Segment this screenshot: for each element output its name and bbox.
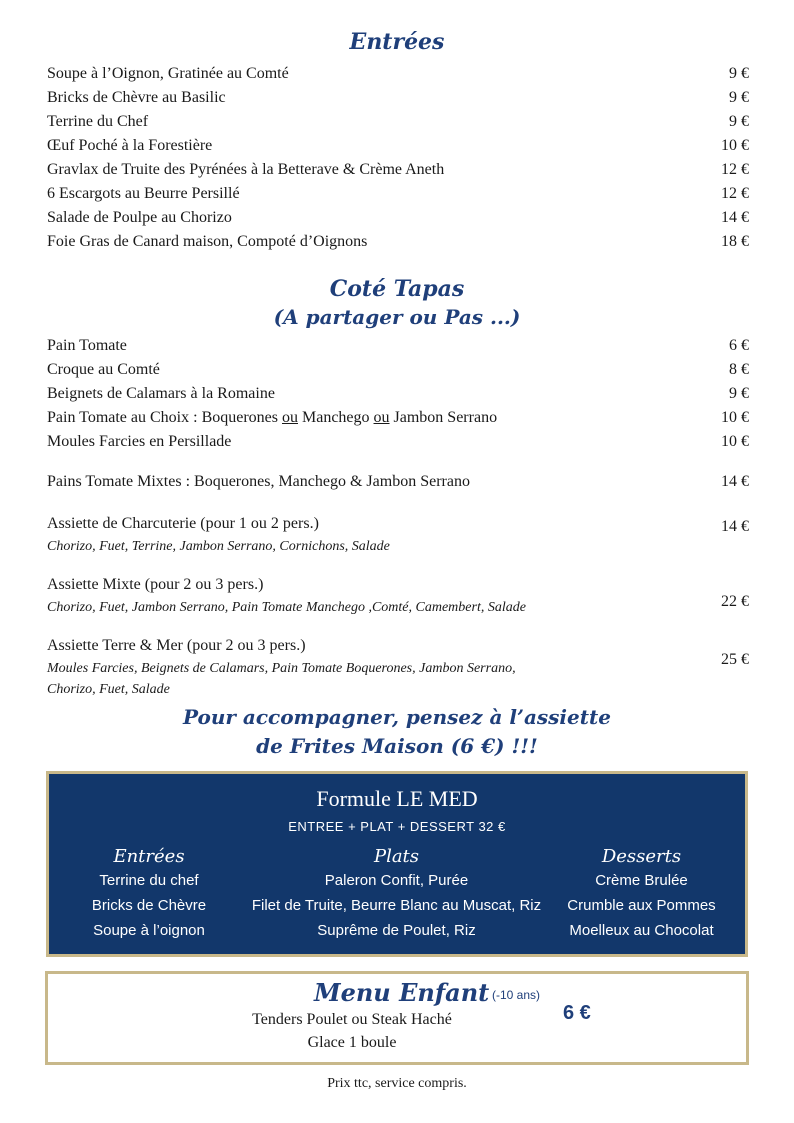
- formule-plats: [244, 846, 549, 943]
- item-price: 10 €: [721, 433, 749, 450]
- item-price: 9 €: [729, 385, 749, 402]
- menu-enfant-line1: Tenders Poulet ou Steak Haché: [252, 1011, 452, 1028]
- list-item: [47, 134, 749, 158]
- tapas-subtitle: (A partager ou Pas ...): [273, 305, 521, 329]
- accompagner-line1: Pour accompagner, pensez à l’assiette: [183, 705, 611, 729]
- list-item: Paleron Confit, Purée: [324, 872, 469, 889]
- list-item: [47, 158, 749, 182]
- charcuterie-block: [47, 512, 749, 557]
- accompagner-line2: de Frites Maison (6 €) !!!: [256, 734, 538, 758]
- item-price: 9 €: [729, 65, 749, 82]
- item-detail: Chorizo, Fuet, Jambon Serrano, Pain Tomate Manchego ,Comté, Camembert, Salade: [47, 600, 526, 615]
- item-name: Terrine du Chef: [47, 113, 149, 130]
- item-name: Pain Tomate: [47, 337, 127, 354]
- list-item: [47, 206, 749, 230]
- item-name: Bricks de Chèvre au Basilic: [47, 89, 226, 106]
- item-detail: Moules Farcies, Beignets de Calamars, Pain Tomate Boquerones, Jambon Serrano,: [47, 661, 516, 676]
- item-price: 9 €: [729, 113, 749, 130]
- item-price: 12 €: [721, 161, 749, 178]
- list-item: [47, 230, 749, 254]
- item-price: 8 €: [729, 361, 749, 378]
- formule-entrees: [49, 846, 249, 943]
- list-item: [47, 382, 749, 406]
- item-name: Assiette de Charcuterie (pour 1 ou 2 pers.): [47, 515, 319, 532]
- formule-desserts: [554, 846, 729, 943]
- item-name: Gravlax de Truite des Pyrénées à la Betterave & Crème Aneth: [47, 161, 445, 178]
- item-price: 6 €: [729, 337, 749, 354]
- item-name-part: Manchego: [298, 409, 374, 426]
- list-item: Terrine du chef: [99, 872, 199, 889]
- list-item: Suprême de Poulet, Riz: [317, 922, 476, 939]
- item-name-part: Pain Tomate au Choix : Boquerones: [47, 409, 282, 426]
- list-item: Filet de Truite, Beurre Blanc au Muscat, Riz: [251, 897, 542, 914]
- item-name: Moules Farcies en Persillade: [47, 433, 232, 450]
- item-detail: Chorizo, Fuet, Salade: [47, 682, 170, 697]
- column-heading: Entrées: [113, 846, 185, 867]
- formule-subtitle: ENTREE + PLAT + DESSERT 32 €: [288, 819, 506, 834]
- terre-mer-block: [47, 634, 749, 700]
- item-name: Foie Gras de Canard maison, Compoté d’Oignons: [47, 233, 368, 250]
- tapas-title: Coté Tapas: [329, 276, 465, 302]
- column-heading: Plats: [373, 846, 420, 867]
- item-name: Croque au Comté: [47, 361, 160, 378]
- item-name: Soupe à l’Oignon, Gratinée au Comté: [47, 65, 289, 82]
- item-price: 12 €: [721, 185, 749, 202]
- item-price: 14 €: [721, 209, 749, 226]
- item-price: 25 €: [721, 651, 749, 668]
- item-price: 10 €: [721, 137, 749, 154]
- list-item: [47, 110, 749, 134]
- list-item: [47, 430, 749, 454]
- list-item: Moelleux au Chocolat: [569, 922, 714, 939]
- or-underlined: ou: [282, 409, 298, 426]
- menu-enfant-age: (-10 ans): [492, 988, 541, 1002]
- item-price: 18 €: [721, 233, 749, 250]
- item-name: Assiette Mixte (pour 2 ou 3 pers.): [47, 576, 264, 593]
- list-item: [47, 470, 749, 494]
- list-item: [47, 358, 749, 382]
- item-price: 14 €: [721, 518, 749, 535]
- entrees-title: Entrées: [349, 29, 445, 55]
- item-name: [47, 406, 497, 430]
- list-item: [47, 182, 749, 206]
- list-item: [47, 406, 749, 430]
- formule-title: Formule LE MED: [316, 786, 478, 811]
- list-item: [47, 86, 749, 110]
- item-detail: Chorizo, Fuet, Terrine, Jambon Serrano, Cornichons, Salade: [47, 539, 390, 554]
- list-item: Bricks de Chèvre: [91, 897, 207, 914]
- mixte-block: [47, 573, 749, 618]
- list-item: Crumble aux Pommes: [567, 897, 716, 914]
- mixtes-row: [47, 470, 749, 494]
- item-name: Œuf Poché à la Forestière: [47, 137, 213, 154]
- menu-enfant-line2: Glace 1 boule: [307, 1034, 397, 1051]
- formule-box: [46, 771, 748, 957]
- item-name: Assiette Terre & Mer (pour 2 ou 3 pers.): [47, 637, 306, 654]
- item-name-part: Jambon Serrano: [389, 409, 498, 426]
- footer-note: Prix ttc, service compris.: [327, 1076, 467, 1091]
- list-item: Soupe à l’oignon: [93, 922, 205, 939]
- menu-enfant-title: Menu Enfant: [314, 978, 490, 1007]
- entrees-list: [47, 62, 749, 254]
- item-name: Beignets de Calamars à la Romaine: [47, 385, 275, 402]
- tapas-list: [47, 334, 749, 454]
- item-name: Pains Tomate Mixtes : Boquerones, Manchego & Jambon Serrano: [47, 473, 470, 490]
- list-item: [47, 62, 749, 86]
- menu-enfant-box: [45, 971, 749, 1065]
- item-name: Salade de Poulpe au Chorizo: [47, 209, 232, 226]
- item-name: 6 Escargots au Beurre Persillé: [47, 185, 240, 202]
- list-item: [47, 334, 749, 358]
- column-heading: Desserts: [601, 846, 682, 867]
- item-price: 9 €: [729, 89, 749, 106]
- or-underlined: ou: [373, 409, 390, 426]
- list-item: Crème Brulée: [595, 872, 688, 889]
- item-price: 10 €: [721, 409, 749, 426]
- menu-enfant-price: 6 €: [563, 1002, 591, 1024]
- item-price: 22 €: [721, 593, 749, 610]
- item-price: 14 €: [721, 473, 749, 490]
